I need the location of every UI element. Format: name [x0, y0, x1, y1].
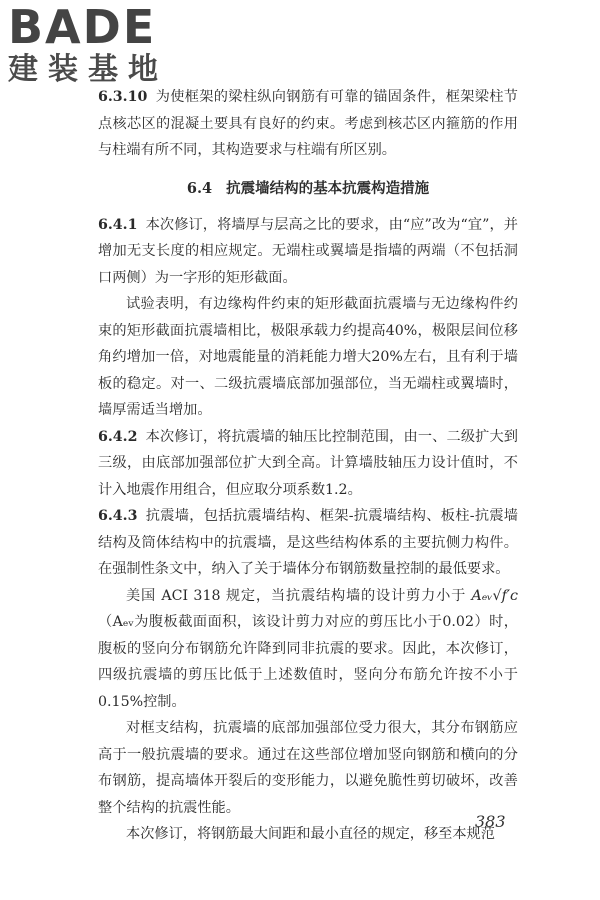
clause-number: 6.4.3: [98, 508, 138, 524]
bade-logo: [8, 2, 178, 97]
paragraph-text: （Aₑᵥ为腹板截面面积，该设计剪力对应的剪压比小于0.02）时，腹板的竖向分布钢筋允许降到同非抗震的要求。因此，本次修订，四级抗震墙的剪压比低于上述数值时，竖向分布筋允许按不小于0.15%控制。: [98, 614, 518, 710]
paragraph-revision: 本次修订，将钢筋最大间距和最小直径的规定，移至本规范: [126, 826, 495, 842]
paragraph-text: 本次修订，将墙厚与层高之比的要求，由“应”改为“宜”，并增加无支长度的相应规定。无端柱或翼墙是指墙的两端（不包括洞口两侧）为一字形的矩形截面。: [98, 216, 518, 286]
paragraph-6-4-1: [98, 212, 518, 292]
paragraph-frame-supported: 对框支结构，抗震墙的底部加强部位受力很大，其分布钢筋应高于一般抗震墙的要求。通过在这些部位增加竖向钢筋和横向的分布钢筋，提高墙体开裂后的变形能力，以避免脆性剪切破坏，改善整个结构的抗震性能。: [98, 720, 518, 816]
paragraph-text: 美国 ACI 318 规定，当抗震结构墙的设计剪力小于: [126, 587, 472, 604]
paragraph-text: 抗震墙，包括抗震墙结构、框架-抗震墙结构、板柱-抗震墙结构及筒体结构中的抗震墙，是这些结构体系的主要抗侧力构件。在强制性条文中，纳入了关于墙体分布钢筋数量控制的最低要求。: [98, 508, 518, 577]
paragraph-6-4-3: [98, 503, 518, 583]
clause-number: 6.3.10: [98, 89, 148, 105]
clause-number: 6.4.1: [98, 216, 138, 233]
paragraph-aci-318: [98, 583, 518, 716]
page-number: 383: [475, 812, 506, 831]
logo-subtitle: 建装基地: [8, 52, 168, 87]
paragraph-text: 为使框架的梁柱纵向钢筋有可靠的锚固条件，框架梁柱节点核芯区的混凝土要具有良好的约束。考虑到核芯区内箍筋的作用与柱端有所不同，其构造要求与柱端有所区别。: [98, 89, 518, 158]
paragraph-6-3-10: [98, 84, 518, 164]
clause-number: 6.4.2: [98, 428, 138, 445]
section-number: 6.4: [186, 179, 213, 197]
section-title: 抗震墙结构的基本抗震构造措施: [226, 179, 430, 197]
logo-wordmark: BADE: [8, 0, 157, 54]
section-heading: [98, 176, 518, 202]
document-body: [98, 84, 518, 848]
paragraph-6-4-1-test: 试验表明，有边缘构件约束的矩形截面抗震墙与无边缘构件约束的矩形截面抗震墙相比，极限承载力约提高40%，极限层间位移角约增加一倍，对地震能量的消耗能力增大20%左右，且有利于墙板的稳定。对一、二级抗震墙底部加强部位，当无端柱或翼墙时，墙厚需适当增加。: [98, 296, 518, 418]
paragraph-text: 本次修订，将抗震墙的轴压比控制范围，由一、二级扩大到三级，由底部加强部位扩大到全高。计算墙肢轴压力设计值时，不计入地震作用组合，但应取分项系数1.2。: [98, 428, 518, 498]
shear-formula: Aₑᵥ√f′ᴄ: [471, 587, 518, 604]
paragraph-6-4-2: [98, 424, 518, 504]
